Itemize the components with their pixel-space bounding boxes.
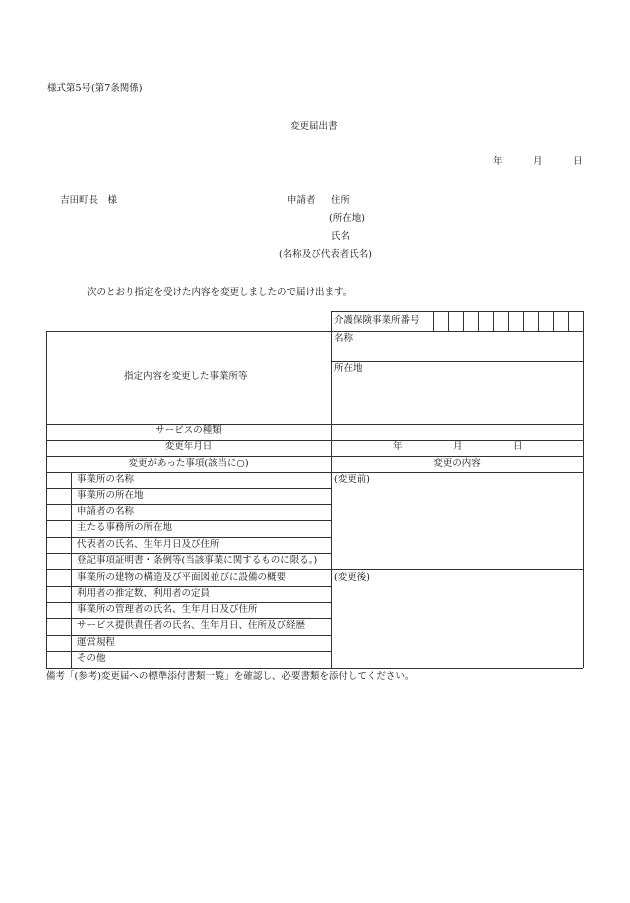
change-date-day: 日: [513, 441, 523, 452]
facility-address-label: 所在地: [334, 363, 363, 374]
remarks-note: 備考「(参考)変更届への標準添付書類一覧」を確認し、必要書類を添付してください。: [46, 671, 415, 682]
item-facility-name: 事業所の名称: [77, 474, 135, 485]
insurance-number-label: 介護保険事業所番号: [334, 315, 420, 326]
item-facility-manager: 事業所の管理者の氏名、生年月日及び住所: [77, 604, 258, 615]
intro-text: 次のとおり指定を受けた内容を変更しましたので届け出ます。: [87, 287, 353, 298]
document-title: 変更届出書: [290, 121, 338, 132]
applicant-location-note: (所在地): [329, 213, 365, 224]
change-date-year: 年: [393, 441, 403, 452]
item-representative: 代表者の氏名、生年月日及び住所: [77, 539, 220, 550]
facility-label: 指定内容を変更した事業所等: [124, 371, 248, 382]
facility-name-label: 名称: [334, 333, 354, 344]
change-date-month: 月: [453, 441, 463, 452]
change-date-label: 変更年月日: [164, 441, 213, 452]
item-applicant-name: 申請者の名称: [77, 506, 135, 517]
service-type-label: サービスの種類: [155, 425, 222, 436]
item-service-coordinator: サービス提供責任者の氏名、生年月日、住所及び経歴: [77, 620, 306, 631]
after-label: (変更後): [334, 572, 370, 583]
content-header: 変更の内容: [433, 458, 481, 469]
recipient: 吉田町長 様: [60, 195, 118, 206]
item-other: その他: [77, 653, 106, 664]
applicant-name-note: (名称及び代表者氏名): [279, 249, 372, 260]
form-id: 様式第5号(第7条関係): [47, 83, 143, 94]
date-day-label: 日: [573, 156, 583, 167]
item-facility-address: 事業所の所在地: [77, 490, 144, 501]
applicant-address-label: 住所: [331, 195, 351, 206]
date-month-label: 月: [533, 156, 543, 167]
applicant-name-label: 氏名: [331, 231, 351, 242]
applicant-label: 申請者: [287, 195, 316, 206]
items-header: 変更があった事項(該当に○): [128, 458, 249, 469]
before-label: (変更前): [334, 474, 370, 485]
item-operating-rules: 運営規程: [77, 637, 116, 648]
item-main-office-address: 主たる事務所の所在地: [77, 522, 173, 533]
item-user-capacity: 利用者の推定数、利用者の定員: [77, 588, 211, 599]
date-year-label: 年: [493, 156, 503, 167]
item-registration-certificate: 登記事項証明書・条例等(当該事業に関するものに限る。): [77, 555, 318, 566]
item-building-structure: 事業所の建物の構造及び平面図並びに設備の概要: [77, 572, 287, 583]
